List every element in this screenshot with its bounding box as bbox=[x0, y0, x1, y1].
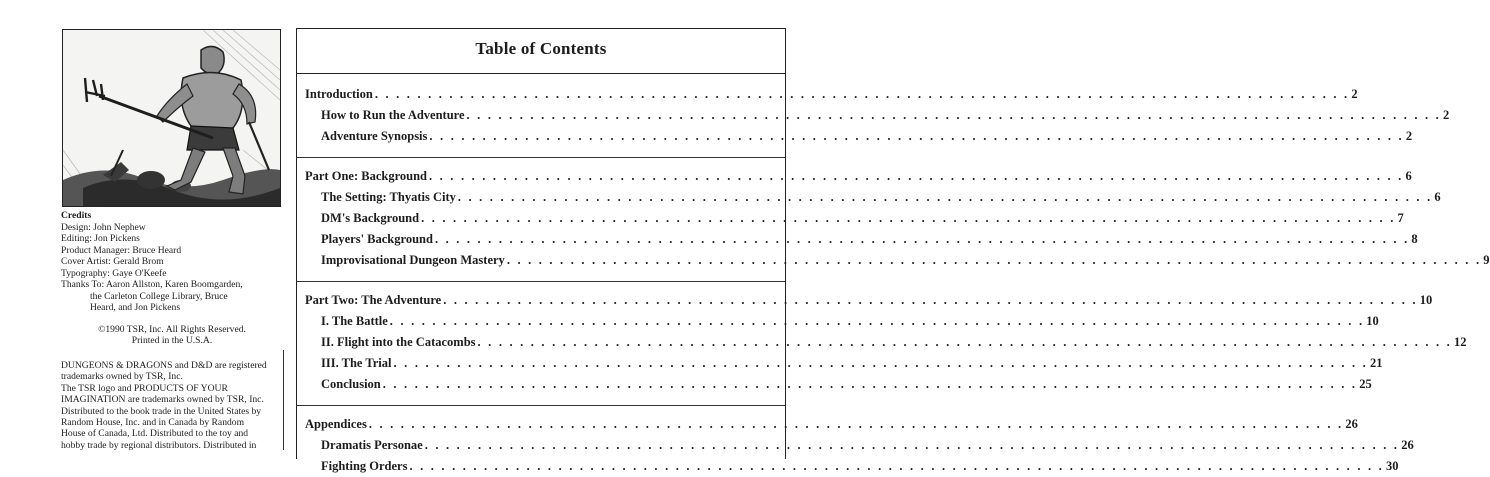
printed-line: Printed in the U.S.A. bbox=[131, 335, 213, 346]
column-divider bbox=[283, 350, 284, 450]
credits-block bbox=[61, 210, 283, 347]
toc-page-number: 10 bbox=[1366, 313, 1379, 328]
toc-page-number: 6 bbox=[1434, 189, 1441, 204]
toc-entry bbox=[321, 129, 1413, 147]
toc-leader-dots: . . . . . . . . . . . . . . . . . . . . . . . . . . . . . . . . . . . . . . . . . . . . . . . . . . . . . . . . . . . . . . . . . . . . . . . . . . . . . . . . . . . . . . . . . . . . bbox=[409, 459, 1384, 473]
toc-entry-title: DM's Background bbox=[321, 211, 420, 225]
toc-section-entry bbox=[305, 416, 1358, 435]
legal-block bbox=[61, 360, 283, 451]
toc-section-divider bbox=[297, 157, 785, 158]
toc-section-entry bbox=[305, 292, 1433, 311]
toc-page-number: 12 bbox=[1454, 335, 1467, 349]
toc-leader-dots: . . . . . . . . . . . . . . . . . . . . . . . . . . . . . . . . . . . . . . . . . . . . . . . . . . . . . . . . . . . . . . . . . . . . . . . . . . . . . . . . . . . . . . . . . . . . bbox=[421, 211, 1396, 225]
toc-entry bbox=[321, 437, 1414, 456]
credit-line: Design: John Nephew bbox=[61, 221, 146, 233]
toc-entry bbox=[321, 313, 1379, 332]
credit-line: Heard, and Jon Pickens bbox=[90, 302, 181, 313]
credit-line: Thanks To: Aaron Allston, Karen Boomgarden, bbox=[61, 279, 243, 290]
toc-page-number: 21 bbox=[1370, 356, 1383, 371]
toc-page-number: 6 bbox=[1405, 168, 1412, 183]
toc-page-number: 25 bbox=[1359, 377, 1372, 392]
toc-page-number: 26 bbox=[1401, 437, 1414, 452]
toc-entry-title: Introduction bbox=[305, 87, 373, 101]
toc-leader-dots: . . . . . . . . . . . . . . . . . . . . . . . . . . . . . . . . . . . . . . . . . . . . . . . . . . . . . . . . . . . . . . . . . . . . . . . . . . . . . . . . . . . . . . . . . . . . bbox=[506, 253, 1482, 268]
toc-entry-title: III. The Trial bbox=[321, 356, 392, 371]
toc-section-entry bbox=[305, 168, 1412, 187]
toc-section-divider bbox=[297, 281, 785, 282]
credit-line: Editing: Jon Pickens bbox=[61, 233, 140, 244]
toc-leader-dots: . . . . . . . . . . . . . . . . . . . . . . . . . . . . . . . . . . . . . . . . . . . . . . . . . . . . . . . . . . . . . . . . . . . . . . . . . . . . . . . . . . . . . . . . . . . . bbox=[368, 416, 1344, 431]
toc-page-number: 8 bbox=[1411, 232, 1418, 247]
legal-line: Random House, Inc. and in Canada by Random bbox=[61, 417, 245, 429]
toc-entry bbox=[321, 211, 1404, 229]
toc-entry-title: Fighting Orders bbox=[321, 459, 408, 473]
legal-line: IMAGINATION are trademarks owned by TSR, Inc. bbox=[61, 394, 264, 406]
toc-leader-dots: . . . . . . . . . . . . . . . . . . . . . . . . . . . . . . . . . . . . . . . . . . . . . . . . . . . . . . . . . . . . . . . . . . . . . . . . . . . . . . . . . . . . . . . . . . . . bbox=[466, 108, 1442, 123]
toc-entry-title: Adventure Synopsis bbox=[321, 129, 428, 144]
credit-line: Product Manager: Bruce Heard bbox=[61, 244, 182, 256]
toc-entry-title: The Setting: Thyatis City bbox=[321, 189, 456, 204]
toc-entry bbox=[321, 108, 1450, 126]
toc-entry-title: Dramatis Personae bbox=[321, 437, 423, 452]
toc-entry-title: II. Flight into the Catacombs bbox=[321, 335, 476, 349]
toc-page-number: 26 bbox=[1345, 416, 1358, 431]
toc-entry bbox=[321, 459, 1399, 477]
toc-leader-dots: . . . . . . . . . . . . . . . . . . . . . . . . . . . . . . . . . . . . . . . . . . . . . . . . . . . . . . . . . . . . . . . . . . . . . . . . . . . . . . . . . . . . . . . . . . . . bbox=[457, 189, 1433, 204]
toc-entry bbox=[321, 356, 1383, 374]
legal-line: hobby trade by regional distributors. Distributed in bbox=[61, 439, 257, 451]
credits-heading: Credits bbox=[61, 210, 92, 221]
toc-entry-title: Conclusion bbox=[321, 377, 381, 392]
toc-leader-dots: . . . . . . . . . . . . . . . . . . . . . . . . . . . . . . . . . . . . . . . . . . . . . . . . . . . . . . . . . . . . . . . . . . . . . . . . . . . . . . . . . . . . . . . . . . . . bbox=[374, 87, 1350, 101]
toc-entry-title: Part Two: The Adventure bbox=[305, 292, 442, 307]
toc-page-number: 10 bbox=[1419, 292, 1433, 307]
toc-entry-title: How to Run the Adventure bbox=[321, 108, 465, 123]
toc-entry bbox=[321, 189, 1441, 208]
toc-page-number: 2 bbox=[1405, 129, 1413, 144]
credit-line: Typography: Gaye O'Keefe bbox=[61, 267, 167, 279]
toc-entry-title: Players' Background bbox=[321, 232, 433, 247]
legal-line: Distributed to the book trade in the United States by bbox=[61, 405, 262, 417]
toc-entry-title: Part One: Background bbox=[305, 168, 427, 183]
credit-line: the Carleton College Library, Bruce bbox=[90, 290, 228, 302]
toc-section-divider bbox=[297, 405, 785, 406]
toc-leader-dots: . . . . . . . . . . . . . . . . . . . . . . . . . . . . . . . . . . . . . . . . . . . . . . . . . . . . . . . . . . . . . . . . . . . . . . . . . . . . . . . . . . . . . . . . . . . . bbox=[434, 232, 1410, 247]
toc-leader-dots: . . . . . . . . . . . . . . . . . . . . . . . . . . . . . . . . . . . . . . . . . . . . . . . . . . . . . . . . . . . . . . . . . . . . . . . . . . . . . . . . . . . . . . . . . . . . bbox=[393, 356, 1368, 371]
copyright-line: ©1990 TSR, Inc. All Rights Reserved. bbox=[98, 323, 246, 335]
toc-leader-dots: . . . . . . . . . . . . . . . . . . . . . . . . . . . . . . . . . . . . . . . . . . . . . . . . . . . . . . . . . . . . . . . . . . . . . . . . . . . . . . . . . . . . . . . . . . . . bbox=[429, 168, 1404, 183]
table-of-contents bbox=[296, 28, 1490, 473]
toc-entry bbox=[321, 232, 1418, 250]
toc-page-number: 30 bbox=[1385, 459, 1399, 473]
toc-entry-title: Appendices bbox=[305, 416, 367, 431]
warrior-illustration bbox=[63, 30, 280, 206]
credit-line: Cover Artist: Gerald Brom bbox=[61, 256, 164, 267]
toc-section-entry bbox=[305, 87, 1358, 105]
toc-page-number: 2 bbox=[1443, 108, 1450, 123]
toc-entry bbox=[321, 335, 1467, 353]
cover-illustration bbox=[62, 29, 281, 207]
legal-line: The TSR logo and PRODUCTS OF YOUR bbox=[61, 382, 228, 394]
toc-leader-dots: . . . . . . . . . . . . . . . . . . . . . . . . . . . . . . . . . . . . . . . . . . . . . . . . . . . . . . . . . . . . . . . . . . . . . . . . . . . . . . . . . . . . . . . . . . . . bbox=[382, 377, 1358, 392]
toc-page-number: 2 bbox=[1351, 87, 1358, 101]
legal-line: trademarks owned by TSR, Inc. bbox=[61, 371, 183, 383]
toc-page-number: 9 bbox=[1483, 253, 1490, 268]
toc-page-number: 7 bbox=[1397, 211, 1404, 225]
legal-line: House of Canada, Ltd. Distributed to the toy and bbox=[61, 428, 249, 440]
toc-entry bbox=[321, 377, 1372, 395]
toc-leader-dots: . . . . . . . . . . . . . . . . . . . . . . . . . . . . . . . . . . . . . . . . . . . . . . . . . . . . . . . . . . . . . . . . . . . . . . . . . . . . . . . . . . . . . . . . . . . . bbox=[477, 335, 1453, 349]
toc-leader-dots: . . . . . . . . . . . . . . . . . . . . . . . . . . . . . . . . . . . . . . . . . . . . . . . . . . . . . . . . . . . . . . . . . . . . . . . . . . . . . . . . . . . . . . . . . . . . bbox=[389, 313, 1365, 328]
toc-leader-dots: . . . . . . . . . . . . . . . . . . . . . . . . . . . . . . . . . . . . . . . . . . . . . . . . . . . . . . . . . . . . . . . . . . . . . . . . . . . . . . . . . . . . . . . . . . . . bbox=[429, 129, 1404, 144]
toc-title: Table of Contents bbox=[475, 39, 607, 58]
toc-title-divider bbox=[297, 73, 785, 74]
toc-entry-title: Improvisational Dungeon Mastery bbox=[321, 253, 505, 268]
toc-leader-dots: . . . . . . . . . . . . . . . . . . . . . . . . . . . . . . . . . . . . . . . . . . . . . . . . . . . . . . . . . . . . . . . . . . . . . . . . . . . . . . . . . . . . . . . . . . . . bbox=[424, 437, 1400, 452]
toc-entry bbox=[321, 253, 1490, 271]
toc-leader-dots: . . . . . . . . . . . . . . . . . . . . . . . . . . . . . . . . . . . . . . . . . . . . . . . . . . . . . . . . . . . . . . . . . . . . . . . . . . . . . . . . . . . . . . . . . . . . bbox=[443, 292, 1418, 307]
toc-entry-title: I. The Battle bbox=[321, 313, 388, 328]
legal-line: DUNGEONS & DRAGONS and D&D are registered bbox=[61, 360, 267, 371]
